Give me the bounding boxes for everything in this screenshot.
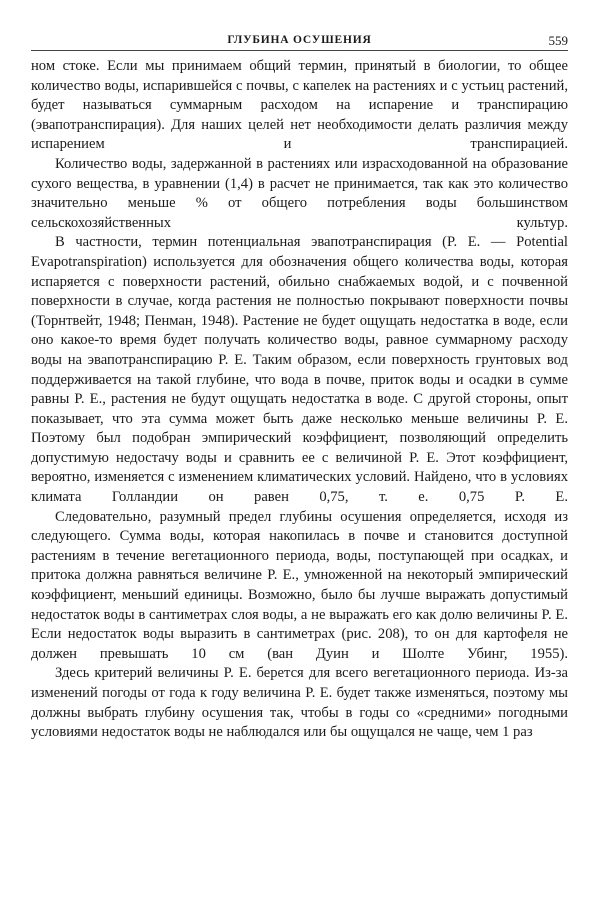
running-title: ГЛУБИНА ОСУШЕНИЯ xyxy=(227,34,372,46)
paragraph-5: Здесь критерий величины P. E. берется для всего вегетационного периода. Из-за изменений погоды от года к году величина P. E. будет также изменяться, поэтому мы должны выбрать глубину осушения так, чтобы в годы со «средними» погодными условиями недостаток воды не наблюдался или бы ощущался не чаще, чем 1 раз xyxy=(31,665,568,741)
paragraph-1: ном стоке. Если мы принимаем общий термин, принятый в биологии, то общее количество воды, испарившейся с почвы, с капелек на растениях и с устьиц растений, будет называться суммарным расходом на испарение и транспирацию (эвапотранспирация). Для наших целей нет необходимости делать различия между испарением и транспирацией. xyxy=(31,58,568,153)
paragraph-3: В частности, термин потенциальная эвапотранспирация (P. E. — Potential Evapotranspiration) используется для обозначения общего количества воды, которая испаряется с поверхности растений, обильно снабжаемых водой, и с почвенной поверхности в случае, когда растения не полностью покрывают поверхности почвы (Торнтвейт, 1948; Пенман, 1948). Растение не будет ощущать недостатка в воде, если оно какое-то время будет получать количество воды, равное суммарному расходу воды на эвапотранспирацию P. E. Таким образом, если поверхность грунтовых вод поддерживается на такой глубине, что вода в почве, приток воды и осадки в сумме равны P. E., растения не будут ощущать недостатка в воде. С другой стороны, опыт показывает, что эта сумма может быть даже несколько меньше величины P. E. Поэтому был подобран эмпирический коэффициент, позволяющий определить допустимую недостачу воды и сравнить ее с величиной P. E. Этот коэффициент, вероятно, изменяется с изменением климатических условий. Найдено, что в условиях климата Голландии он равен 0,75, т. е. 0,75 P. E. xyxy=(31,234,568,506)
body-text xyxy=(31,57,568,743)
paragraph-4: Следовательно, разумный предел глубины осушения определяется, исходя из следующего. Сумма воды, которая накопилась в почве и становится доступной растениям в течение вегетационного периода, воды, поступающей при осадках, и притока должна равняться величине P. E., умноженной на некоторый эмпирический коэффициент, меньший единицы. Возможно, было бы лучше выражать допустимый недостаток воды в сантиметрах слоя воды, а не выражать его как долю величины P. E. Если недостаток воды выразить в сантиметрах (рис. 208), то он для картофеля не должен превышать 10 см (ван Дуин и Шолте Убинг, 1955). xyxy=(31,508,568,662)
document-page xyxy=(31,30,568,743)
running-header xyxy=(31,30,568,51)
paragraph-2: Количество воды, задержанной в растениях или израсходованной на образование сухого вещества, в уравнении (1,4) в расчет не принимается, так как это количество значительно меньше % от общего потребления воды большинством сельскохозяйственных культур. xyxy=(31,155,568,231)
page-number: 559 xyxy=(548,33,568,48)
